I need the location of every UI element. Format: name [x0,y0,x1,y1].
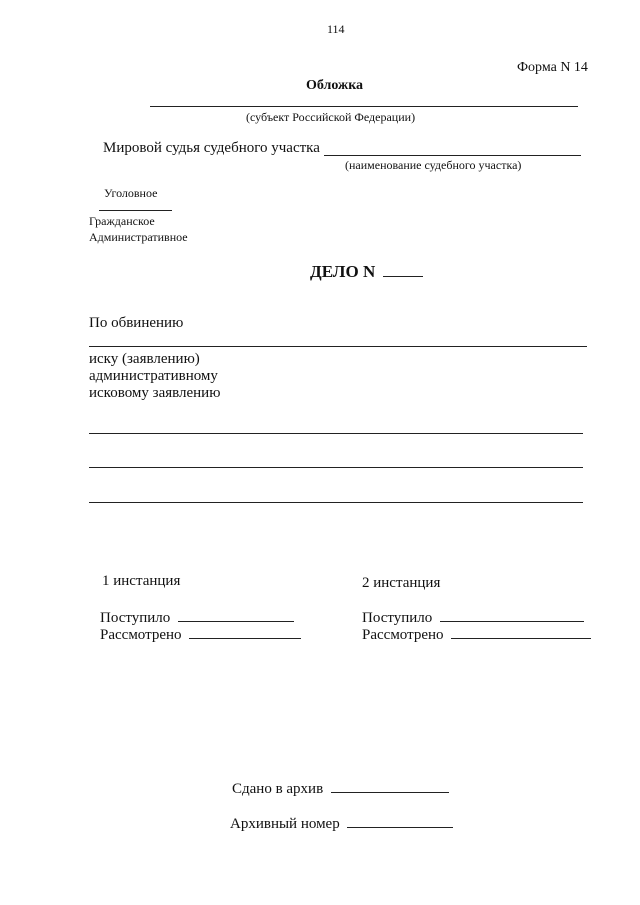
case-heading-label: ДЕЛО N [310,262,376,281]
blank-line-3 [89,502,583,503]
district-line [324,155,581,156]
archive-number-blank [347,815,453,828]
case-heading [310,262,423,282]
archive-row [232,780,449,798]
instance-2-received-label: Поступило [362,610,433,626]
subject-line [150,106,578,107]
archive-number-row [230,815,453,833]
district-caption: (наименование судебного участка) [345,158,522,172]
instance-2-title: 2 инстанция [362,575,441,591]
blank-line-1 [89,433,583,434]
subject-caption: (субъект Российской Федерации) [246,110,416,124]
blank-line-2 [89,467,583,468]
instance-1-received-blank [178,609,294,622]
claim-type-lawsuit: иску (заявлению) [89,351,200,367]
archive-number-label: Архивный номер [230,816,340,832]
charge-label: По обвинению [89,315,184,331]
case-type-line [99,210,172,211]
claim-type-statement: исковому заявлению [89,385,221,401]
instance-1-received [100,609,294,627]
instance-2-reviewed [362,626,591,644]
instance-1-reviewed [100,626,301,644]
judge-label: Мировой судья судебного участка [103,140,320,156]
instance-1-reviewed-blank [189,626,301,639]
instance-2-reviewed-label: Рассмотрено [362,627,444,643]
page-title: Обложка [306,78,364,93]
instance-1-reviewed-label: Рассмотрено [100,627,182,643]
case-type-administrative: Административное [89,230,188,244]
instance-2-reviewed-blank [451,626,591,639]
archive-blank [331,780,449,793]
instance-2-received-blank [440,609,584,622]
charge-line [89,346,587,347]
instance-1-received-label: Поступило [100,610,171,626]
instance-1-title: 1 инстанция [102,573,181,589]
page-number: 114 [327,22,345,36]
form-label: Форма N 14 [517,60,588,75]
case-type-criminal: Уголовное [104,186,158,200]
archive-label: Сдано в архив [232,781,324,797]
case-type-civil: Гражданское [89,214,155,228]
case-number-blank [383,264,423,277]
instance-2-received [362,609,584,627]
claim-type-administrative: административному [89,368,218,384]
